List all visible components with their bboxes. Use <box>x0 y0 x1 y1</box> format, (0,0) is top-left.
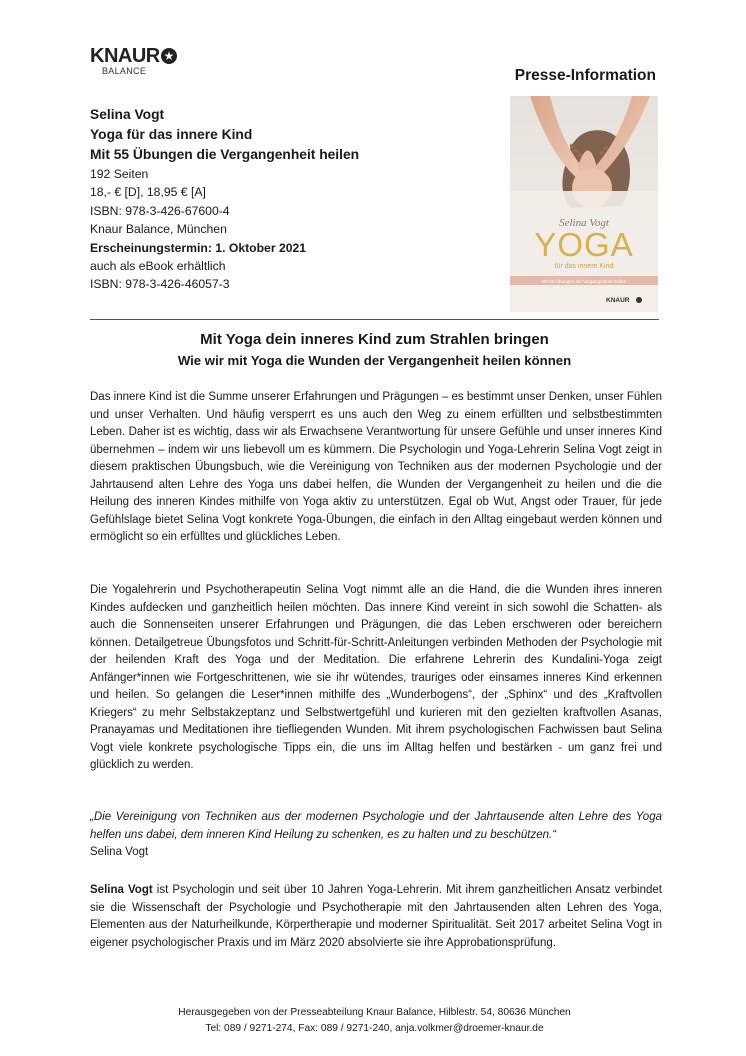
book-author: Selina Vogt <box>90 107 165 122</box>
cover-illustration <box>510 96 658 312</box>
cover-subtitle: für das innere Kind <box>554 263 614 270</box>
cover-star-icon <box>636 297 642 303</box>
cover-bracelet <box>604 146 608 150</box>
star-icon: ★ <box>161 48 177 64</box>
book-subtitle: Mit 55 Übungen die Vergangenheit heilen <box>90 147 360 162</box>
publisher-logo <box>90 46 200 82</box>
book-pages: 192 Seiten <box>90 167 149 181</box>
author-bio <box>90 882 662 952</box>
book-cover-image <box>510 96 658 312</box>
cover-bracelet <box>574 149 578 153</box>
book-metadata <box>90 105 480 294</box>
footer-contact: Tel: 089 / 9271-274, Fax: 089 / 9271-240, anja.volkmer@droemer-knaur.de <box>205 1022 544 1034</box>
cover-bracelet <box>600 151 604 155</box>
cover-publisher: KNAUR <box>606 297 630 304</box>
ebook-isbn: ISBN: 978-3-426-46057-3 <box>90 277 230 292</box>
book-price: 18,- € [D], 18,95 € [A] <box>90 185 206 200</box>
article-paragraph-2: Die Yogalehrerin und Psychotherapeutin Selina Vogt nimmt alle an die Hand, die die Wunden ihres inneren Kindes aufdecken und ganzheitlich heilen möchten. Das innere Kind vereint in sich sowohl die Schatten- als auch die Sonnenseiten unserer Erfahrungen und Prägungen, die das Leben erschweren oder bereichern können. Detailgetreue Übungsfotos und Schritt-für-Schritt-Anleitungen verbinden Methoden der Psychologie mit der heilenden Kraft des Yoga und der Meditation. Die erfahrene Lehrerin des Kundalini-Yoga zeigt Anfänger*innen wie Fortgeschrittenen, wie sie ihr wütendes, trauriges oder einsames inneres Kind erkennen und heilen. So gelangen die Leser*innen mithilfe des „Wunderbogens“, der „Sphinx“ und des „Kraftvollen Kriegers“ zu mehr Selbstakzeptanz und Selbstwertgefühl und kurieren mit den gezielten kraftvollen Asanas, Pranayamas und Meditationen ihre tiefliegenden Wunden. Mit ihrem psychologischen Fachwissen baut Selina Vogt viele konkrete psychologische Tipps ein, die uns im Alltag helfen und bestärken - um ganz frei und glücklich zu werden. <box>90 584 662 771</box>
cover-bracelet <box>578 153 582 157</box>
press-information-label: Presse-Information <box>514 67 656 84</box>
book-title: Yoga für das innere Kind <box>90 127 253 142</box>
ebook-note: auch als eBook erhältlich <box>90 259 226 274</box>
article-paragraph-1: Das innere Kind ist die Summe unserer Erfahrungen und Prägungen – es bestimmt unser Denken, unser Fühlen und unser Verhalten. Und häufig versperrt es uns auch den Weg zu einem erfüllten und selbstbestimmten Leben. Daher ist es wichtig, dass wir als Erwachsene Verantwortung für unsere Gefühle und unser inneres Kind übernehmen – indem wir uns liebevoll um es kümmern. Die Psychologin und Yoga-Lehrerin Selina Vogt zeigt in diesem praktischen Übungsbuch, wie die Vereinigung von Techniken aus der modernen Psychologie und der Jahrtausend alten Lehre des Yoga uns dabei helfen, die Wunden der Vergangenheit zu heilen und die die Heilung des inneren Kindes mithilfe von Yoga aktiv zu unterstützen. Egal ob Wut, Angst oder Trauer, für jede Gefühlslage bietet Selina Vogt konkrete Yoga-Übungen, die einfach in den Alltag eingebaut werden können und ermöglicht so ein erfülltes und glückliches Leben. <box>90 391 662 543</box>
logo-word: KNAUR <box>90 45 160 67</box>
article-headline: Mit Yoga dein inneres Kind zum Strahlen bringen <box>200 331 549 348</box>
cover-title: YOGA <box>534 226 634 263</box>
divider <box>90 319 659 320</box>
cover-author: Selina Vogt <box>559 217 609 229</box>
book-isbn: ISBN: 978-3-426-67600-4 <box>90 203 230 218</box>
article-subheadline: Wie wir mit Yoga die Wunden der Vergangenheit heilen können <box>177 353 572 368</box>
bio-name: Selina Vogt <box>90 884 153 896</box>
cover-band-text: Mit 55 Übungen die Vergangenheit heilen <box>541 279 627 284</box>
quote-author: Selina Vogt <box>90 846 149 858</box>
logo-sub: BALANCE <box>102 66 147 76</box>
bio-text: ist Psychologin und seit über 10 Jahren Yoga-Lehrerin. Mit ihrem ganzheitlichen Ansatz verbindet sie die Wissenschaft der Psychologie und Psychotherapie mit den Jahrtausenden alten Lehren des Yoga, Elementen aus der Naturheilkunde, Körpertherapie und moderner Spiritualität. Seit 2017 arbeitet Selina Vogt in eigener psychologischer Praxis und im März 2020 absolvierte sie ihre Approbationsprüfung. <box>90 884 662 949</box>
quote-text: „Die Vereinigung von Techniken aus der modernen Psychologie und der Jahrtausende alten Lehre des Yoga helfen uns dabei, dem inneren Kind Heilung zu schenken, es zu halten und zu beschützen.“ <box>90 811 662 841</box>
book-imprint: Knaur Balance, München <box>90 222 227 237</box>
cover-bracelet <box>570 144 574 148</box>
quote-block <box>90 809 662 862</box>
footer-address: Herausgegeben von der Presseabteilung Knaur Balance, Hilblestr. 54, 80636 München <box>178 1007 571 1018</box>
book-release-date: Erscheinungstermin: 1. Oktober 2021 <box>90 240 307 255</box>
footer <box>90 1005 659 1036</box>
